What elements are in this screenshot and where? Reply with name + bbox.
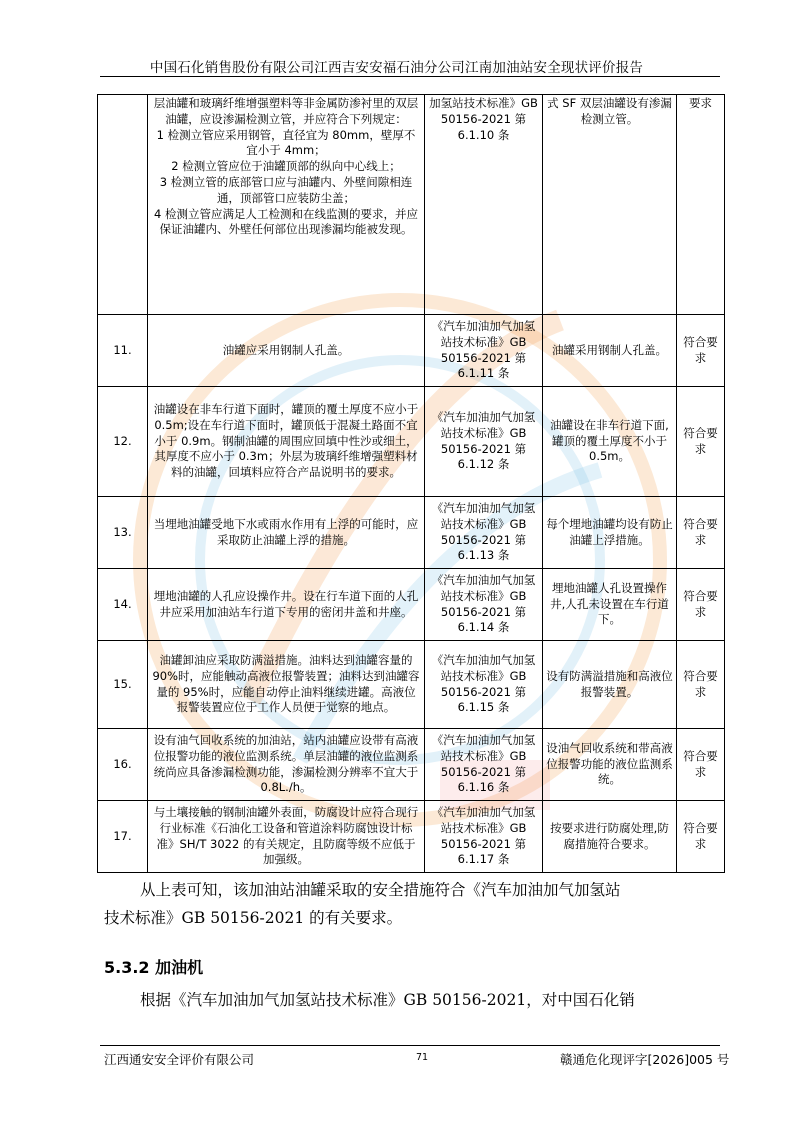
requirement-cell: 当埋地油罐受地下水或雨水作用有上浮的可能时，应采取防止油罐上浮的措施。 bbox=[148, 497, 425, 569]
row-number: 15. bbox=[98, 641, 148, 729]
result-cell: 符合要求 bbox=[677, 497, 725, 569]
standard-cell: 《汽车加油加气加氢站技术标准》GB 50156-2021 第 6.1.16 条 bbox=[425, 729, 543, 801]
conclusion-line-1: 从上表可知，该加油站油罐采取的安全措施符合《汽车加油加气加氢站 bbox=[140, 881, 621, 899]
table-row bbox=[98, 801, 725, 873]
requirement-line: 层油罐和玻璃纤维增强塑料等非金属防渗衬里的双层油罐，应设渗漏检测立管，并应符合下列规定： bbox=[153, 96, 419, 126]
page-header-title: 中国石化销售股份有限公司江西吉安安福石油分公司江南加油站安全现状评价报告 bbox=[149, 60, 644, 76]
table-row bbox=[98, 569, 725, 641]
standard-cell: 《汽车加油加气加氢站技术标准》GB 50156-2021 第 6.1.11 条 bbox=[425, 315, 543, 387]
actual-cell: 式 SF 双层油罐设有渗漏检测立管。 bbox=[543, 95, 677, 315]
result-cell: 符合要求 bbox=[677, 801, 725, 873]
actual-cell: 油罐采用钢制人孔盖。 bbox=[543, 315, 677, 387]
row-number: 16. bbox=[98, 729, 148, 801]
row-number bbox=[98, 95, 148, 315]
conclusion-line-2: 技术标准》GB 50156-2021 的有关要求。 bbox=[104, 909, 403, 927]
table-row bbox=[98, 387, 725, 497]
row-number: 14. bbox=[98, 569, 148, 641]
table-row bbox=[98, 315, 725, 387]
footer-company: 江西通安安全评价有限公司 bbox=[104, 1052, 255, 1067]
actual-cell: 每个埋地油罐均设有防止油罐上浮措施。 bbox=[543, 497, 677, 569]
standard-cell: 加氢站技术标准》GB 50156-2021 第 6.1.10 条 bbox=[425, 95, 543, 315]
actual-cell: 埋地油罐人孔设置操作井,人孔未设置在车行道下。 bbox=[543, 569, 677, 641]
result-cell: 要求 bbox=[677, 95, 725, 315]
section-heading: 5.3.2 加油机 bbox=[104, 958, 204, 977]
result-cell: 符合要求 bbox=[677, 729, 725, 801]
header-divider bbox=[100, 76, 720, 77]
table-row bbox=[98, 641, 725, 729]
standard-cell: 《汽车加油加气加氢站技术标准》GB 50156-2021 第 6.1.17 条 bbox=[425, 801, 543, 873]
requirement-line: 1 检测立管应采用钢管，直径宜为 80mm，壁厚不宜小于 4mm； bbox=[156, 127, 416, 158]
actual-cell: 油罐设在非车行道下面,罐顶的覆土厚度不小于 0.5m。 bbox=[543, 387, 677, 497]
actual-cell: 按要求进行防腐处理,防腐措施符合要求。 bbox=[543, 801, 677, 873]
result-cell: 符合要求 bbox=[677, 315, 725, 387]
standard-cell: 《汽车加油加气加氢站技术标准》GB 50156-2021 第 6.1.14 条 bbox=[425, 569, 543, 641]
result-cell: 符合要求 bbox=[677, 569, 725, 641]
report-code: 赣通危化现评字[2026]005 号 bbox=[560, 1052, 730, 1067]
evaluation-table bbox=[97, 94, 725, 873]
result-cell: 符合要求 bbox=[677, 641, 725, 729]
requirement-cell: 设有油气回收系统的加油站，站内油罐应设带有高液位报警功能的液位监测系统。单层油罐的液位监测系统尚应具备渗漏检测功能，渗漏检测分辨率不宜大于 0.8L./h。 bbox=[148, 729, 425, 801]
table-row bbox=[98, 497, 725, 569]
row-number: 13. bbox=[98, 497, 148, 569]
requirement-cell: 埋地油罐的人孔应设操作井。设在行车道下面的人孔井应采用加油站车行道下专用的密闭井盖和井座。 bbox=[148, 569, 425, 641]
table-row bbox=[98, 95, 725, 315]
actual-cell: 设油气回收系统和带高液位报警功能的液位监测系统。 bbox=[543, 729, 677, 801]
standard-cell: 《汽车加油加气加氢站技术标准》GB 50156-2021 第 6.1.12 条 bbox=[425, 387, 543, 497]
row-number: 17. bbox=[98, 801, 148, 873]
footer-divider bbox=[100, 1045, 720, 1046]
standard-cell: 《汽车加油加气加氢站技术标准》GB 50156-2021 第 6.1.13 条 bbox=[425, 497, 543, 569]
requirement-cell: 油罐设在非车行道下面时，罐顶的覆土厚度不应小于 0.5m;设在车行道下面时，罐顶低于混凝土路面不宜小于 0.9m。钢制油罐的周围应回填中性沙或细土，其厚度不应小于 0.3m；外层为玻璃纤维增强塑料材料的油罐，回填料应符合产品说明书的要求。 bbox=[148, 387, 425, 497]
requirement-cell: 油罐卸油应采取防满溢措施。油料达到油罐容量的 90%时，应能触动高液位报警装置；油料达到油罐容量的 95%时，应能自动停止油料继续进罐。高液位报警装置应位于工作人员便于觉察的地点。 bbox=[148, 641, 425, 729]
requirement-line: 2 检测立管应位于油罐顶部的纵向中心线上； bbox=[171, 159, 401, 174]
requirement-cell: 与土壤接触的钢制油罐外表面，防腐设计应符合现行行业标准《石油化工设备和管道涂料防腐蚀设计标准》SH/T 3022 的有关规定，且防腐等级不应低于加强级。 bbox=[148, 801, 425, 873]
requirement-line: 3 检测立管的底部管口应与油罐内、外壁间隙相连通，顶部管口应装防尘盖； bbox=[159, 174, 413, 205]
actual-cell: 设有防满溢措施和高液位报警装置。 bbox=[543, 641, 677, 729]
requirement-cell: 油罐应采用钢制人孔盖。 bbox=[148, 315, 425, 387]
requirement-line: 4 检测立管应满足人工检测和在线监测的要求，并应保证油罐内、外壁任何部位出现渗漏均能被发现。 bbox=[154, 206, 418, 237]
conclusion-paragraph bbox=[104, 876, 724, 932]
requirement-cell bbox=[148, 95, 425, 315]
page-number: 71 bbox=[416, 1052, 429, 1063]
intro-paragraph: 根据《汽车加油加气加氢站技术标准》GB 50156-2021，对中国石化销 bbox=[140, 991, 635, 1009]
table-row bbox=[98, 729, 725, 801]
standard-cell: 《汽车加油加气加氢站技术标准》GB 50156-2021 第 6.1.15 条 bbox=[425, 641, 543, 729]
row-number: 11. bbox=[98, 315, 148, 387]
row-number: 12. bbox=[98, 387, 148, 497]
result-cell: 符合要求 bbox=[677, 387, 725, 497]
